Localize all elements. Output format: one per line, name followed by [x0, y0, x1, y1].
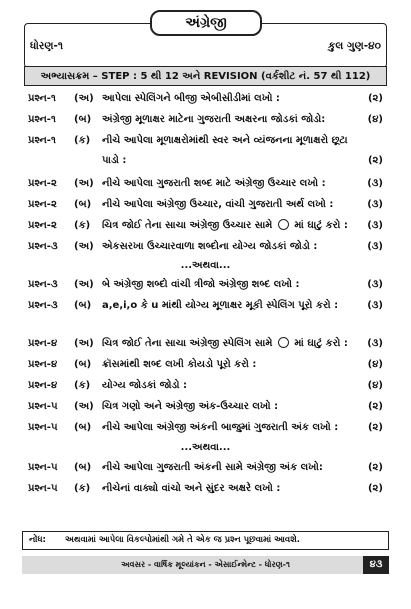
question-marks: (૨)	[367, 462, 383, 473]
question-marks: (૨)	[367, 483, 383, 494]
question-text: ક્રૉસમાંથી શબ્દ લખી કોયડો પૂરો કરો :	[102, 359, 257, 370]
or-separator: ...અથવા...	[180, 442, 231, 453]
question-marks: (૩)	[367, 178, 383, 189]
syllabus-bar: અભ્યાસક્રમ – STEP : 5 થી 12 અને REVISION (વર્કશીટ નં. 57 થી 112)	[24, 66, 387, 86]
question-number: પ્રશ્ન-૨	[28, 199, 57, 210]
question-marks: (૨)	[367, 422, 383, 433]
question-marks: (૨)	[367, 401, 383, 412]
question-text: અંગ્રેજી મૂળાક્ષર માટેના ગુજરાતી અક્ષરના જોડકાં જોડો:	[102, 114, 326, 125]
circle-icon	[278, 337, 289, 348]
question-row	[28, 237, 383, 257]
question-row	[28, 418, 383, 438]
question-row	[28, 458, 383, 478]
question-marks: (૩)	[367, 199, 383, 210]
question-text: બે અંગ્રેજી શબ્દો વાંચી ત્રીજો અંગ્રેજી શબ્દ લખો :	[102, 279, 300, 290]
question-row	[28, 479, 383, 499]
question-text: એકસરખા ઉચ્ચારવાળા શબ્દોના યોગ્ય જોડકાં જોડો :	[102, 241, 318, 252]
question-marks: (૩)	[367, 241, 383, 252]
question-row-continued	[28, 151, 383, 171]
question-sub: (બ)	[74, 199, 92, 210]
question-number: પ્રશ્ન-૫	[28, 401, 58, 412]
total-marks: કુલ ગુણ-૪૦	[327, 40, 381, 52]
question-number: પ્રશ્ન-૨	[28, 178, 57, 189]
question-sub: (ક)	[74, 483, 91, 494]
question-text-part: માં ઘાટું કરો :	[294, 338, 348, 349]
question-sub: (અ)	[74, 338, 94, 349]
question-number: પ્રશ્ન-૫	[28, 462, 58, 473]
question-sub: (ક)	[74, 220, 91, 231]
question-text: નીચે આપેલા અંગ્રેજી અંકની બાજુમાં ગુજરાતી અંક લખો :	[102, 422, 339, 433]
question-marks: (૩)	[367, 220, 383, 231]
question-sub: (અ)	[74, 279, 94, 290]
question-number: પ્રશ્ન-૪	[28, 380, 58, 391]
question-sub: (ક)	[74, 135, 91, 146]
note-label: નોંધ:	[29, 535, 46, 545]
question-marks: (૩)	[367, 279, 383, 290]
question-marks: (૨)	[367, 155, 383, 166]
question-text: a,e,i,o કે u માંથી યોગ્ય મૂળાક્ષર મૂકી સ્પેલિંગ પૂરો કરો :	[102, 300, 339, 311]
question-text: નીચે આપેલા મૂળાક્ષરોમાંથી સ્વર અને વ્યંજનના મૂળાક્ષરો છૂટા	[102, 135, 348, 146]
question-row	[28, 131, 383, 151]
question-marks: (૨)	[367, 93, 383, 104]
question-text-line2: પાડો :	[102, 155, 127, 166]
question-text-part: માં ઘાટું કરો :	[294, 220, 348, 231]
or-separator: ...અથવા...	[180, 260, 231, 271]
page-number: ૪૩	[363, 556, 389, 574]
note-text: અથવામાં આપેલા વિકલ્પોમાંથી ગમે તે એક જ પ્રશ્ન પૂછવામાં આવશે.	[65, 535, 301, 545]
footer-text: અવસર - વાર્ષિક મૂલ્યાંકન - એસાઈન્મેન્ટ - ધોરણ-૧	[121, 560, 290, 569]
question-row	[28, 275, 383, 295]
question-marks: (૩)	[367, 300, 383, 311]
question-marks: (૪)	[367, 114, 383, 125]
question-text: નીચે આપેલા ગુજરાતી શબ્દ માટે અંગ્રેજી ઉચ્ચાર લખો :	[102, 178, 326, 189]
subject-title: અંગ્રેજી	[150, 10, 262, 36]
question-number: પ્રશ્ન-૧	[28, 93, 56, 104]
question-text: નીચેનાં વાક્યો વાંચો અને સુંદર અક્ષરે લખો :	[102, 483, 281, 494]
question-number: પ્રશ્ન-૩	[28, 279, 58, 290]
question-sub: (બ)	[74, 114, 92, 125]
question-row	[28, 89, 383, 109]
question-sub: (અ)	[74, 241, 94, 252]
question-row	[28, 334, 383, 354]
question-number: પ્રશ્ન-૧	[28, 114, 56, 125]
question-number: પ્રશ્ન-૪	[28, 359, 58, 370]
question-sub: (બ)	[74, 462, 92, 473]
question-number: પ્રશ્ન-૧	[28, 135, 56, 146]
question-row	[28, 397, 383, 417]
note-box	[22, 531, 389, 550]
question-sub: (અ)	[74, 93, 94, 104]
question-sub: (ક)	[74, 380, 91, 391]
grade-label: ધોરણ-૧	[30, 40, 64, 52]
question-marks: (૩)	[367, 338, 383, 349]
question-text	[102, 334, 348, 354]
question-number: પ્રશ્ન-૩	[28, 300, 58, 311]
footer-bar	[22, 556, 389, 574]
question-number: પ્રશ્ન-૫	[28, 483, 58, 494]
question-text	[102, 216, 348, 236]
question-text: યોગ્ય જોડકાં જોડો :	[102, 380, 188, 391]
circle-icon	[278, 219, 289, 230]
question-number: પ્રશ્ન-૪	[28, 338, 58, 349]
question-text: નીચે આપેલા ગુજરાતી અંકની સામે અંગ્રેજી અંક લખો:	[102, 462, 323, 473]
question-row	[28, 355, 383, 375]
question-row	[28, 195, 383, 215]
question-number: પ્રશ્ન-૩	[28, 241, 58, 252]
question-row	[28, 376, 383, 396]
question-text-part: ચિત્ર જોઈ તેના સાચા અંગ્રેજી સ્પેલિંગ સામે	[102, 338, 273, 349]
question-row	[28, 110, 383, 130]
question-sub: (બ)	[74, 300, 92, 311]
question-row	[28, 174, 383, 194]
question-marks: (૪)	[367, 380, 383, 391]
question-text: આપેલા સ્પેલિંગને બીજી એબીસીડીમાં લખો :	[102, 93, 280, 104]
question-number: પ્રશ્ન-૨	[28, 220, 57, 231]
question-sub: (અ)	[74, 401, 94, 412]
question-row	[28, 216, 383, 236]
question-sub: (અ)	[74, 178, 94, 189]
question-text: નીચે આપેલા અંગ્રેજી ઉચ્ચાર, વાંચી ગુજરાતી અર્થ લખો :	[102, 199, 334, 210]
question-sub: (બ)	[74, 359, 92, 370]
question-row	[28, 296, 383, 316]
question-marks: (૪)	[367, 359, 383, 370]
question-sub: (બ)	[74, 422, 92, 433]
question-number: પ્રશ્ન-૫	[28, 422, 58, 433]
question-text: ચિત્ર ગણો અને અંગ્રેજી અંક-ઉચ્ચાર લખો :	[102, 401, 279, 412]
question-text-part: ચિત્ર જોઈ તેના સાચા અંગ્રેજી ઉચ્ચાર સામે	[102, 220, 273, 231]
